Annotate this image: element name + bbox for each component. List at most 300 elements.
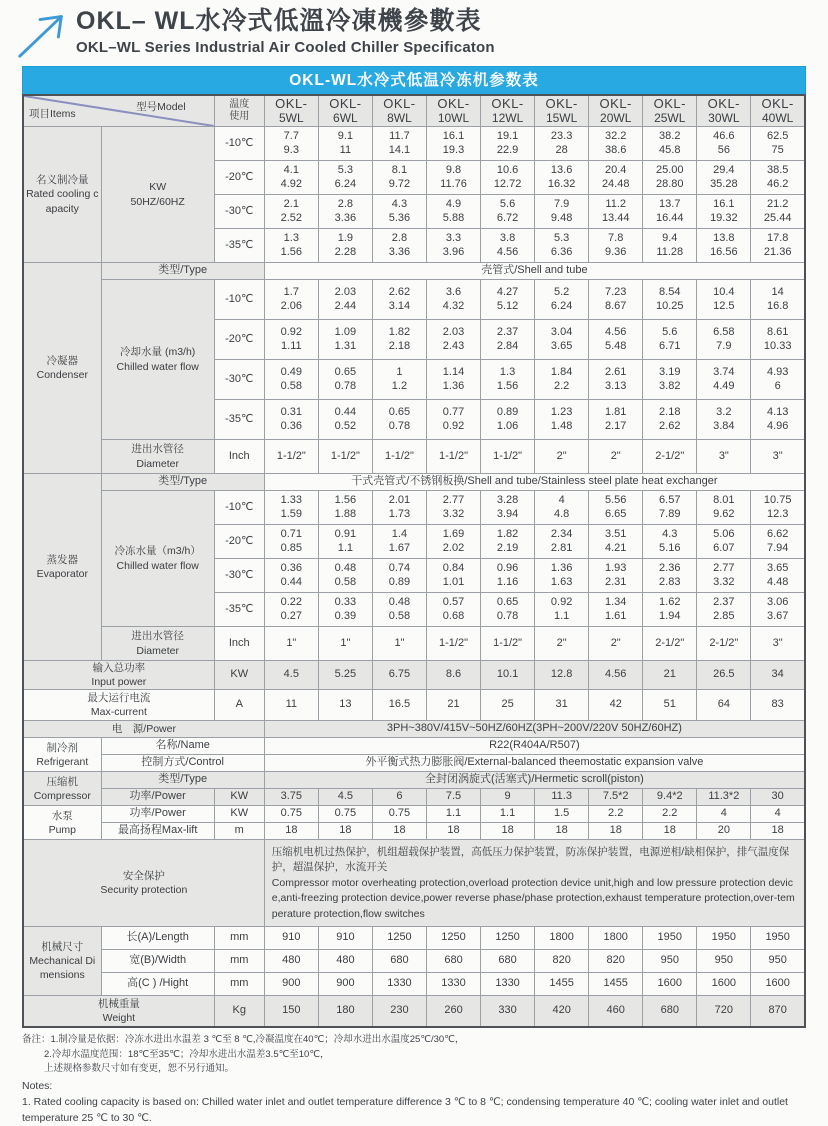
cell-line: OKL-: [383, 96, 416, 112]
cell-line: 3.13: [604, 379, 627, 392]
compressor-type-label: 类型/Type: [101, 772, 264, 789]
flow-label: [101, 491, 214, 627]
row-label-input-power: [23, 661, 214, 690]
value-cell: [372, 127, 426, 161]
compressor-power-label: 功率/Power: [101, 789, 214, 806]
value-cell: [426, 593, 480, 627]
value-cell: 1250: [481, 927, 535, 950]
value-cell: [643, 525, 697, 559]
cell-line: 进出水管径: [131, 630, 184, 643]
cell-line: 0.74: [388, 561, 411, 574]
unit-cell: mm: [214, 927, 264, 950]
cell-line: 3.04: [550, 325, 573, 338]
value-cell: [264, 127, 318, 161]
value-cell: 1-1/2": [426, 440, 480, 474]
col-header-model: [318, 95, 372, 127]
value-cell: [589, 127, 643, 161]
cell-line: 6.07: [713, 541, 735, 554]
rated-unit-cell: [101, 127, 214, 263]
cell-line: 进出水管径: [131, 443, 184, 456]
cell-line: 0.91: [334, 527, 357, 540]
value-cell: 18: [643, 823, 697, 840]
temp-cell: -30℃: [214, 195, 264, 229]
cell-line: 0.31: [280, 405, 303, 418]
cell-line: 3.6: [445, 285, 462, 298]
value-cell: [264, 161, 318, 195]
cell-line: Pump: [48, 823, 77, 836]
value-cell: 680: [426, 950, 480, 973]
cell-line: 0.48: [334, 561, 357, 574]
value-cell: 42: [589, 690, 643, 721]
table-row: [23, 996, 805, 1028]
cell-line: 1.4: [391, 527, 408, 540]
cell-line: 12.72: [493, 177, 522, 190]
cell-line: 1.1: [553, 609, 570, 622]
value-cell: 18: [318, 823, 372, 840]
cell-line: 4.32: [442, 299, 465, 312]
cell-line: 0.78: [388, 419, 411, 432]
value-cell: [481, 320, 535, 360]
value-cell: [535, 280, 589, 320]
cell-line: 2.31: [604, 575, 627, 588]
cell-line: 7.9: [716, 339, 732, 352]
value-cell: [481, 280, 535, 320]
cell-line: 10.33: [763, 339, 792, 352]
cell-line: 6.62: [766, 527, 789, 540]
cell-line: 2.2: [553, 379, 570, 392]
value-cell: 1-1/2": [481, 627, 535, 661]
cell-line: 62.5: [766, 129, 789, 142]
row-label-evaporator: [23, 474, 101, 661]
table-row: [23, 823, 805, 840]
value-cell: [372, 195, 426, 229]
cell-line: 2.03: [442, 325, 465, 338]
cell-line: 10WL: [437, 110, 470, 125]
value-cell: 83: [751, 690, 805, 721]
cell-line: 1.23: [550, 405, 573, 418]
cell-line: 35.28: [710, 177, 738, 190]
value-cell: [535, 525, 589, 559]
value-cell: 21: [643, 661, 697, 690]
col-header-model-label: 型号Model: [136, 101, 186, 113]
value-cell: [643, 280, 697, 320]
value-cell: [697, 195, 751, 229]
cell-line: 制冷剂: [46, 741, 79, 754]
value-cell: 680: [372, 950, 426, 973]
cell-line: 0.68: [442, 609, 465, 622]
value-cell: 4: [697, 806, 751, 823]
temp-cell: -10℃: [214, 280, 264, 320]
cell-line: 0.44: [280, 575, 303, 588]
cell-line: 2.62: [659, 419, 681, 432]
temp-cell: -10℃: [214, 127, 264, 161]
value-cell: [264, 280, 318, 320]
cell-line: 10.75: [763, 493, 792, 506]
value-cell: [751, 593, 805, 627]
value-cell: [535, 559, 589, 593]
value-cell: [589, 320, 643, 360]
cell-line: 29.4: [713, 163, 735, 176]
value-cell: 7.5*2: [589, 789, 643, 806]
cell-line: 10.4: [713, 285, 735, 298]
cell-line: 19.1: [496, 129, 519, 142]
value-cell: [589, 280, 643, 320]
value-cell: 18: [535, 823, 589, 840]
cell-line: 7.9: [553, 197, 570, 210]
row-label-rated-cooling: [23, 127, 101, 263]
page-header: [0, 0, 828, 66]
value-cell: [318, 360, 372, 400]
cell-line: 4.8: [553, 507, 570, 520]
page-title-zh: OKL– WL水冷式低溫冷凍機參數表: [76, 7, 482, 35]
cell-line: 1.36: [550, 561, 573, 574]
cell-line: OKL-: [545, 96, 578, 112]
cell-line: 9.62: [713, 507, 735, 520]
cell-line: 8.1: [391, 163, 408, 176]
cell-line: 10.25: [656, 299, 684, 312]
cell-line: 4.56: [496, 245, 519, 258]
refrigerant-name-label: 名称/Name: [101, 738, 264, 755]
value-cell: 2-1/2": [643, 627, 697, 661]
temp-cell: -30℃: [214, 360, 264, 400]
value-cell: [535, 320, 589, 360]
table-row: [23, 840, 805, 927]
cell-line: 20.4: [604, 163, 627, 176]
value-cell: [481, 229, 535, 263]
cell-line: 6WL: [333, 110, 358, 125]
cell-line: 5.36: [388, 211, 411, 224]
value-cell: 1250: [372, 927, 426, 950]
table-row: [23, 440, 805, 474]
cell-line: 30WL: [708, 110, 740, 125]
note-line: 备注：1.制冷量是依据：冷冻水进出水温差 3 ℃至 8 ℃,冷凝温度在40℃；冷却水进出水温度25℃/30℃，: [22, 1034, 465, 1046]
cell-line: 5.6: [662, 325, 678, 338]
value-cell: [372, 491, 426, 525]
table-row: [23, 280, 805, 320]
cell-line: 12WL: [491, 110, 524, 125]
value-cell: 0.75: [318, 806, 372, 823]
value-cell: [697, 280, 751, 320]
value-cell: 950: [751, 950, 805, 973]
cell-line: 1.3: [499, 365, 516, 378]
value-cell: 16.5: [372, 690, 426, 721]
value-cell: [751, 161, 805, 195]
cell-line: 5.12: [496, 299, 519, 312]
cell-line: 2.61: [604, 365, 627, 378]
cell-line: OKL-: [707, 96, 740, 112]
cell-line: 6.58: [713, 325, 735, 338]
cell-line: 28: [555, 143, 568, 156]
cell-line: 蒸发器: [46, 553, 79, 566]
diameter-label: [101, 627, 214, 661]
value-cell: 680: [481, 950, 535, 973]
value-cell: 900: [264, 973, 318, 996]
value-cell: [535, 229, 589, 263]
cell-line: 2.81: [550, 541, 573, 554]
table-row: [23, 772, 805, 789]
cell-line: 15WL: [545, 110, 578, 125]
cell-line: 6.72: [496, 211, 519, 224]
value-cell: [264, 229, 318, 263]
table-row: [23, 690, 805, 721]
security-text: [264, 840, 805, 927]
cell-line: 0.48: [388, 595, 411, 608]
value-cell: [589, 161, 643, 195]
value-cell: [535, 593, 589, 627]
cell-line: 9.36: [604, 245, 627, 258]
value-cell: 1": [372, 627, 426, 661]
cell-line: 4.56: [604, 325, 627, 338]
cell-line: 2.83: [659, 575, 681, 588]
value-cell: 8.6: [426, 661, 480, 690]
cell-line: 2.17: [604, 419, 627, 432]
value-cell: 4.5: [264, 661, 318, 690]
cell-line: 最大运行电流: [87, 692, 151, 705]
cell-line: 2.77: [713, 561, 735, 574]
value-cell: 30: [751, 789, 805, 806]
cell-line: 2.62: [388, 285, 411, 298]
table-row: [23, 127, 805, 161]
value-cell: [264, 195, 318, 229]
value-cell: [264, 400, 318, 440]
cell-line: 6.65: [604, 507, 627, 520]
cell-line: 4.21: [604, 541, 627, 554]
cell-line: Input power: [91, 676, 147, 689]
cell-line: 5.3: [553, 231, 570, 244]
cell-line: 3.32: [713, 575, 735, 588]
cell-line: 0.36: [280, 419, 303, 432]
value-cell: 0.75: [264, 806, 318, 823]
cell-line: 1.82: [496, 527, 519, 540]
value-cell: 12.8: [535, 661, 589, 690]
unit-cell: mm: [214, 973, 264, 996]
cell-line: 0.65: [388, 405, 411, 418]
cell-line: 4.49: [713, 379, 735, 392]
cell-line: 13.6: [550, 163, 573, 176]
cell-line: 压缩机: [46, 775, 79, 788]
type-value: 壳管式/Shell and tube: [264, 263, 805, 280]
value-cell: 950: [643, 950, 697, 973]
value-cell: [751, 559, 805, 593]
unit-cell: KW: [214, 661, 264, 690]
cell-line: 0.44: [334, 405, 357, 418]
cell-line: 2.18: [659, 405, 681, 418]
cell-line: 机械重量: [97, 998, 140, 1011]
value-cell: 2.2: [589, 806, 643, 823]
cell-line: 5.06: [713, 527, 735, 540]
cell-line: 9.8: [445, 163, 462, 176]
cell-line: 1.73: [388, 507, 411, 520]
value-cell: [589, 195, 643, 229]
temp-cell: -30℃: [214, 559, 264, 593]
cell-line: 2.85: [713, 609, 735, 622]
cell-line: 13.7: [659, 197, 681, 210]
value-cell: [589, 525, 643, 559]
cell-line: 2.43: [442, 339, 465, 352]
value-cell: [751, 280, 805, 320]
value-cell: [535, 400, 589, 440]
value-cell: [697, 491, 751, 525]
cell-line: 名义制冷量: [36, 174, 89, 187]
cell-line: 3.96: [442, 245, 465, 258]
cell-line: 1.67: [388, 541, 411, 554]
value-cell: 18: [751, 823, 805, 840]
value-cell: 3": [697, 440, 751, 474]
value-cell: 1800: [589, 927, 643, 950]
cell-line: 3.8: [499, 231, 516, 244]
col-header-model: [697, 95, 751, 127]
cell-line: 1.36: [442, 379, 465, 392]
value-cell: [426, 360, 480, 400]
value-cell: 1.1: [481, 806, 535, 823]
note-line: 1. Rated cooling capacity is based on: Chilled water inlet and outlet temperature difference 3 ℃ to 8 ℃; condensing temperature 40 ℃; cooling water inlet and outlet temperature 25 ℃ to 30 ℃.: [22, 1095, 788, 1124]
cell-line: 2.06: [280, 299, 303, 312]
cell-line: 16.44: [656, 211, 684, 224]
cell-line: 1.11: [281, 339, 302, 352]
value-cell: [372, 229, 426, 263]
cell-line: 冷冻水量（m3/h）: [114, 545, 201, 558]
cell-line: 冷凝器: [46, 354, 79, 367]
value-cell: 18: [481, 823, 535, 840]
value-cell: [643, 161, 697, 195]
cell-line: 1.84: [550, 365, 573, 378]
cell-line: 3.51: [604, 527, 627, 540]
cell-line: 9.72: [388, 177, 411, 190]
value-cell: [264, 491, 318, 525]
cell-line: 9.3: [283, 143, 299, 156]
col-header-model: [535, 95, 589, 127]
cell-line: 46.6: [713, 129, 735, 142]
cell-line: 0.52: [334, 419, 357, 432]
value-cell: 1950: [751, 927, 805, 950]
cell-line: Max-current: [90, 706, 147, 719]
value-cell: 20: [697, 823, 751, 840]
cell-line: 1.81: [604, 405, 627, 418]
value-cell: 11.3*2: [697, 789, 751, 806]
cell-line: 0.92: [280, 325, 303, 338]
cell-line: 4.93: [766, 365, 789, 378]
cell-line: 2.28: [334, 245, 357, 258]
page-title-en: OKL–WL Series Industrial Air Cooled Chiller Specificaton: [76, 38, 495, 56]
table-row: [23, 661, 805, 690]
value-cell: [426, 127, 480, 161]
power-supply-value: 3PH~380V/415V~50HZ/60HZ(3PH~200V/220V 50HZ/60HZ): [264, 721, 805, 738]
value-cell: [751, 491, 805, 525]
cell-line: 38.5: [766, 163, 789, 176]
cell-line: 2.44: [334, 299, 357, 312]
unit-cell: m: [214, 823, 264, 840]
cell-line: 8.54: [659, 285, 681, 298]
value-cell: 480: [264, 950, 318, 973]
cell-line: 5.6: [499, 197, 516, 210]
cell-line: 3.19: [659, 365, 681, 378]
value-cell: [589, 400, 643, 440]
cell-line: 2.8: [391, 231, 408, 244]
cell-line: 2.02: [442, 541, 465, 554]
value-cell: [372, 559, 426, 593]
cell-line: 40WL: [762, 110, 794, 125]
value-cell: 10.1: [481, 661, 535, 690]
cell-line: 1.82: [388, 325, 411, 338]
cell-line: Chilled water flow: [116, 559, 199, 572]
value-cell: 6.75: [372, 661, 426, 690]
cell-line: 75: [771, 143, 784, 156]
value-cell: 2": [535, 440, 589, 474]
cell-line: 10.6: [496, 163, 519, 176]
value-cell: [751, 320, 805, 360]
cell-line: 13.44: [601, 211, 630, 224]
cell-line: 3.36: [334, 211, 357, 224]
value-cell: 2": [535, 627, 589, 661]
cell-line: 0.77: [442, 405, 465, 418]
value-cell: 1330: [372, 973, 426, 996]
value-cell: [372, 161, 426, 195]
cell-line: 38.6: [604, 143, 627, 156]
cell-line: 11.28: [656, 245, 684, 258]
cell-line: 50HZ/60HZ: [130, 195, 185, 208]
row-label-dimensions: [23, 927, 101, 996]
cell-line: Diameter: [136, 457, 179, 470]
value-cell: [643, 229, 697, 263]
cell-line: 2.77: [442, 493, 465, 506]
unit-cell: Inch: [214, 627, 264, 661]
value-cell: 2": [589, 440, 643, 474]
cell-line: 3.32: [442, 507, 465, 520]
cell-line: 4.92: [280, 177, 303, 190]
temp-cell: -20℃: [214, 320, 264, 360]
cell-line: 1.61: [604, 609, 627, 622]
cell-line: 25WL: [654, 110, 686, 125]
cell-line: 12.3: [766, 507, 789, 520]
row-label-condenser: [23, 263, 101, 474]
cell-line: 2.1: [283, 197, 299, 210]
value-cell: [535, 491, 589, 525]
value-cell: [318, 161, 372, 195]
value-cell: [426, 161, 480, 195]
cell-line: 1.16: [496, 575, 519, 588]
cell-line: 38.2: [659, 129, 681, 142]
value-cell: [372, 400, 426, 440]
cell-line: OKL-: [329, 96, 362, 112]
value-cell: 820: [589, 950, 643, 973]
value-cell: 3.75: [264, 789, 318, 806]
temp-cell: -35℃: [214, 593, 264, 627]
table-row: [23, 491, 805, 525]
cell-line: 1.93: [604, 561, 627, 574]
value-cell: 460: [589, 996, 643, 1028]
cell-line: Condenser: [36, 369, 88, 381]
value-cell: [481, 360, 535, 400]
cell-line: 0.58: [280, 379, 303, 392]
temp-cell: -10℃: [214, 491, 264, 525]
cell-line: 0.89: [496, 405, 519, 418]
cell-line: 2.01: [388, 493, 411, 506]
value-cell: 9.4*2: [643, 789, 697, 806]
cell-line: 7.7: [283, 129, 299, 142]
value-cell: 1.1: [426, 806, 480, 823]
row-label-max-current: [23, 690, 214, 721]
cell-line: 25.44: [763, 211, 792, 224]
cell-line: 16.8: [766, 299, 789, 312]
value-cell: [318, 280, 372, 320]
cell-line: 6: [774, 379, 781, 392]
value-cell: [751, 360, 805, 400]
value-cell: [643, 127, 697, 161]
value-cell: [372, 360, 426, 400]
row-label-security: [23, 840, 264, 927]
value-cell: 18: [589, 823, 643, 840]
table-row: [23, 927, 805, 950]
